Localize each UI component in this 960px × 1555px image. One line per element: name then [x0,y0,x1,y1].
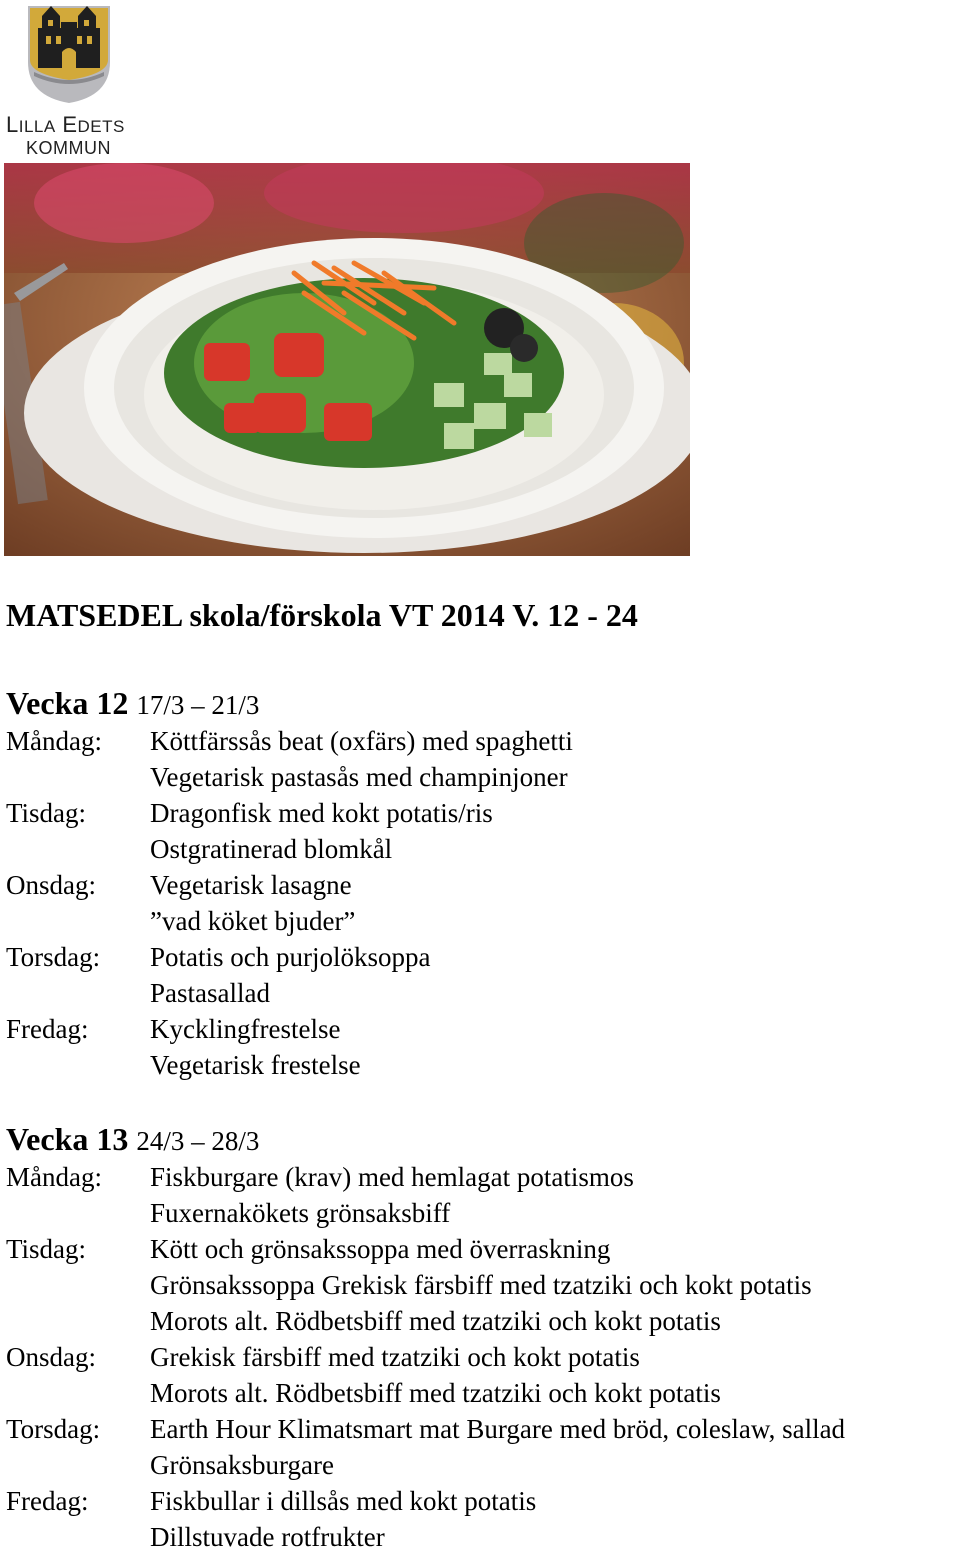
menu-day: Torsdag: [6,1414,101,1444]
menu-dish: Potatis och purjolöksoppa [150,942,431,972]
menu-day: Torsdag: [6,942,101,972]
menu-day: Måndag: [6,1162,102,1192]
menu-dish: Vegetarisk pastasås med champinjoner [150,762,568,792]
menu-day: Tisdag: [6,1234,87,1264]
menu-row [6,831,956,867]
menu-row [6,867,956,903]
menu-day: Fredag: [6,1486,89,1516]
logo-name: LILLA EDETS [6,112,125,137]
menu-day: Måndag: [6,726,102,756]
menu-row [6,1195,956,1231]
menu-day: Onsdag: [6,1342,96,1372]
menu-dish: Vegetarisk lasagne [150,870,352,900]
menu-row [6,1231,956,1267]
week-section [6,1119,956,1555]
week-label: Vecka 13 [6,1121,129,1157]
page-title: MATSEDEL skola/förskola VT 2014 V. 12 - 24 [6,597,638,633]
menu-row [6,1159,956,1195]
menu-dish: Fiskbullar i dillsås med kokt potatis [150,1486,537,1516]
coat-of-arms-icon [26,4,112,104]
menu-row [6,723,956,759]
menu-row [6,1339,956,1375]
menu-row [6,795,956,831]
menu-dish: Dillstuvade rotfrukter [150,1522,385,1552]
menu-day: Onsdag: [6,870,96,900]
week-header [6,1119,956,1159]
menu-dish: Grönsakssoppa Grekisk färsbiff med tzatziki och kokt potatis [150,1270,812,1300]
menu-dish: Pastasallad [150,978,270,1008]
menu-dish: Morots alt. Rödbetsbiff med tzatziki och kokt potatis [150,1306,721,1336]
menu-dish: Dragonfisk med kokt potatis/ris [150,798,493,828]
week-dates: 24/3 – 28/3 [136,1126,260,1156]
menu-row [6,1519,956,1555]
menu-dish: Earth Hour Klimatsmart mat Burgare med bröd, coleslaw, sallad [150,1414,846,1444]
menu-row [6,1011,956,1047]
week-header [6,683,956,723]
week-section [6,683,956,1083]
menu-dish: Morots alt. Rödbetsbiff med tzatziki och kokt potatis [150,1378,721,1408]
menu-dish: Köttfärssås beat (oxfärs) med spaghetti [150,726,573,756]
logo-kommun: KOMMUN [26,138,111,158]
week-label: Vecka 12 [6,685,129,721]
menu-row [6,1303,956,1339]
menu-dish: Ostgratinerad blomkål [150,834,393,864]
menu-row [6,1447,956,1483]
menu-row [6,1483,956,1519]
menu-dish: Vegetarisk frestelse [150,1050,361,1080]
menu-row [6,1411,956,1447]
week-dates: 17/3 – 21/3 [136,690,260,720]
menu-row [6,975,956,1011]
menu-row [6,939,956,975]
menu-dish: Kött och grönsakssoppa med överraskning [150,1234,611,1264]
menu-dish: Kycklingfrestelse [150,1014,341,1044]
menu-row [6,1267,956,1303]
menu-row [6,1375,956,1411]
menu-day: Tisdag: [6,798,87,828]
menu-row [6,1047,956,1083]
menu-dish: Grönsaksburgare [150,1450,334,1480]
menu-row [6,903,956,939]
menu-dish: Fiskburgare (krav) med hemlagat potatismos [150,1162,634,1192]
municipality-logo [6,4,134,160]
salad-plate-photo [4,163,690,556]
menu-dish: ”vad köket bjuder” [150,906,356,936]
menu-dish: Grekisk färsbiff med tzatziki och kokt potatis [150,1342,640,1372]
menu-day: Fredag: [6,1014,89,1044]
menu-row [6,759,956,795]
menu-dish: Fuxernakökets grönsaksbiff [150,1198,451,1228]
